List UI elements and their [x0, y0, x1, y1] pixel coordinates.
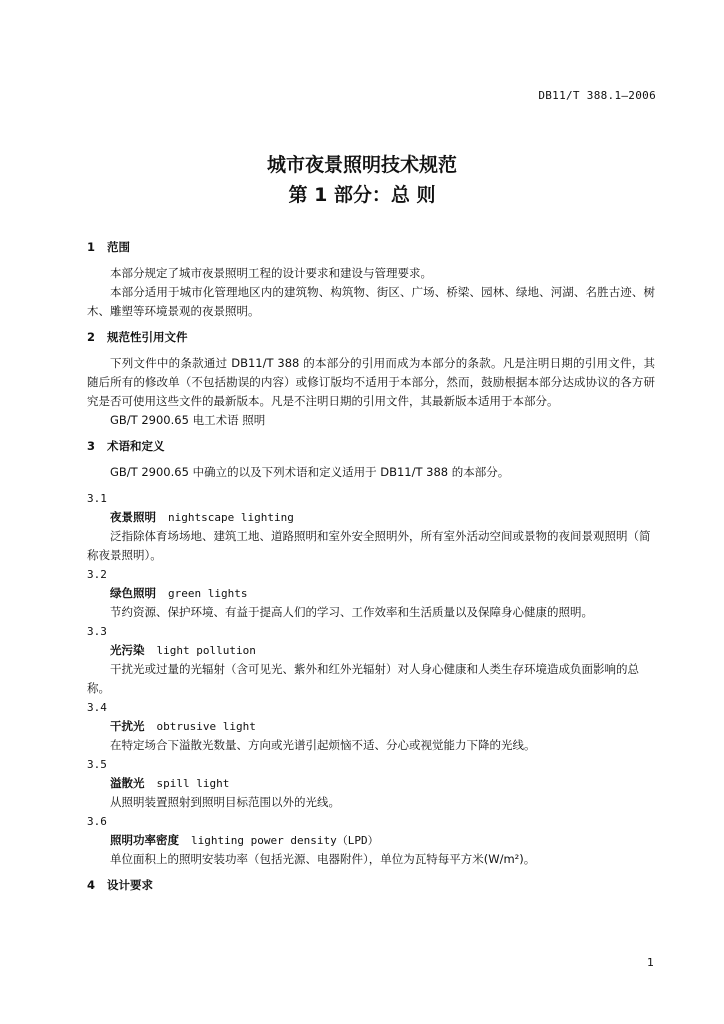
section-title: 术语和定义	[107, 439, 165, 453]
term-en: spill light	[156, 777, 230, 790]
document-body	[87, 238, 655, 902]
section-heading-references	[87, 328, 655, 347]
section-number: 4	[87, 878, 96, 892]
term-name	[87, 584, 655, 603]
term-definition: 单位面积上的照明安装功率（包括光源、电器附件），单位为瓦特每平方米(W/m²)。	[110, 852, 536, 866]
doc-subtitle: 第 1 部分：总 则	[288, 184, 436, 206]
term-en: green lights	[168, 587, 248, 600]
term-name	[87, 717, 655, 736]
term-3-6	[87, 812, 655, 869]
paragraph: 下列文件中的条款通过 DB11/T 388 的本部分的引用而成为本部分的条款。凡是注明日期的引用文件，其随后所有的修改单（不包括勘误的内容）或修订版均不适用于本部分，然而，鼓励根据本部分达成协议的各方研究是否可使用这些文件的最新版本。凡是不注明日期的引用文件，其最新版本适用于本部分。	[87, 356, 655, 408]
term-definition: 干扰光或过量的光辐射（含可见光、紫外和红外光辐射）对人身心健康和人类生存环境造成负面影响的总称。	[87, 662, 639, 695]
term-definition: 在特定场合下溢散光数量、方向或光谱引起烦恼不适、分心或视觉能力下降的光线。	[110, 738, 536, 752]
term-en: obtrusive light	[156, 720, 256, 733]
term-name	[87, 831, 655, 850]
doc-title: 城市夜景照明技术规范	[266, 154, 457, 176]
term-zh: 夜景照明	[110, 510, 156, 524]
term-zh: 照明功率密度	[110, 833, 179, 847]
term-zh: 绿色照明	[110, 586, 156, 600]
section-number: 2	[87, 330, 96, 344]
term-number: 3.2	[87, 568, 107, 581]
term-name	[87, 641, 655, 660]
reference-item: GB/T 2900.65 电工术语 照明	[110, 413, 266, 427]
term-name	[87, 508, 655, 527]
term-number: 3.5	[87, 758, 107, 771]
term-3-1	[87, 489, 655, 565]
term-en: light pollution	[156, 644, 256, 657]
section-heading-scope	[87, 238, 655, 257]
term-number: 3.3	[87, 625, 107, 638]
term-number: 3.4	[87, 701, 107, 714]
term-en: nightscape lighting	[168, 511, 294, 524]
term-3-2	[87, 565, 655, 622]
term-en: lighting power density（LPD）	[191, 834, 379, 847]
term-zh: 光污染	[110, 643, 145, 657]
term-3-5	[87, 755, 655, 812]
paragraph: 本部分规定了城市夜景照明工程的设计要求和建设与管理要求。	[110, 266, 432, 280]
section-number: 3	[87, 439, 96, 453]
term-zh: 溢散光	[110, 776, 145, 790]
section-title: 规范性引用文件	[107, 330, 188, 344]
standard-code: DB11/T 388.1—2006	[538, 89, 656, 102]
term-3-4	[87, 698, 655, 755]
term-number: 3.6	[87, 815, 107, 828]
section-number: 1	[87, 240, 96, 254]
section-heading-terms	[87, 437, 655, 456]
section-title: 设计要求	[107, 878, 153, 892]
section-title: 范围	[107, 240, 130, 254]
term-name	[87, 774, 655, 793]
term-number: 3.1	[87, 492, 107, 505]
term-3-3	[87, 622, 655, 698]
term-definition: 泛指除体育场场地、建筑工地、道路照明和室外安全照明外，所有室外活动空间或景物的夜间景观照明（简称夜景照明）。	[87, 529, 651, 562]
page-number: 1	[647, 956, 654, 969]
paragraph: 本部分适用于城市化管理地区内的建筑物、构筑物、街区、广场、桥梁、园林、绿地、河湖、名胜古迹、树木、雕塑等环境景观的夜景照明。	[87, 285, 655, 318]
section-heading-design	[87, 876, 655, 895]
term-definition: 从照明装置照射到照明目标范围以外的光线。	[110, 795, 340, 809]
term-definition: 节约资源、保护环境、有益于提高人们的学习、工作效率和生活质量以及保障身心健康的照明。	[110, 605, 593, 619]
paragraph: GB/T 2900.65 中确立的以及下列术语和定义适用于 DB11/T 388 的本部分。	[110, 465, 510, 479]
term-zh: 干扰光	[110, 719, 145, 733]
